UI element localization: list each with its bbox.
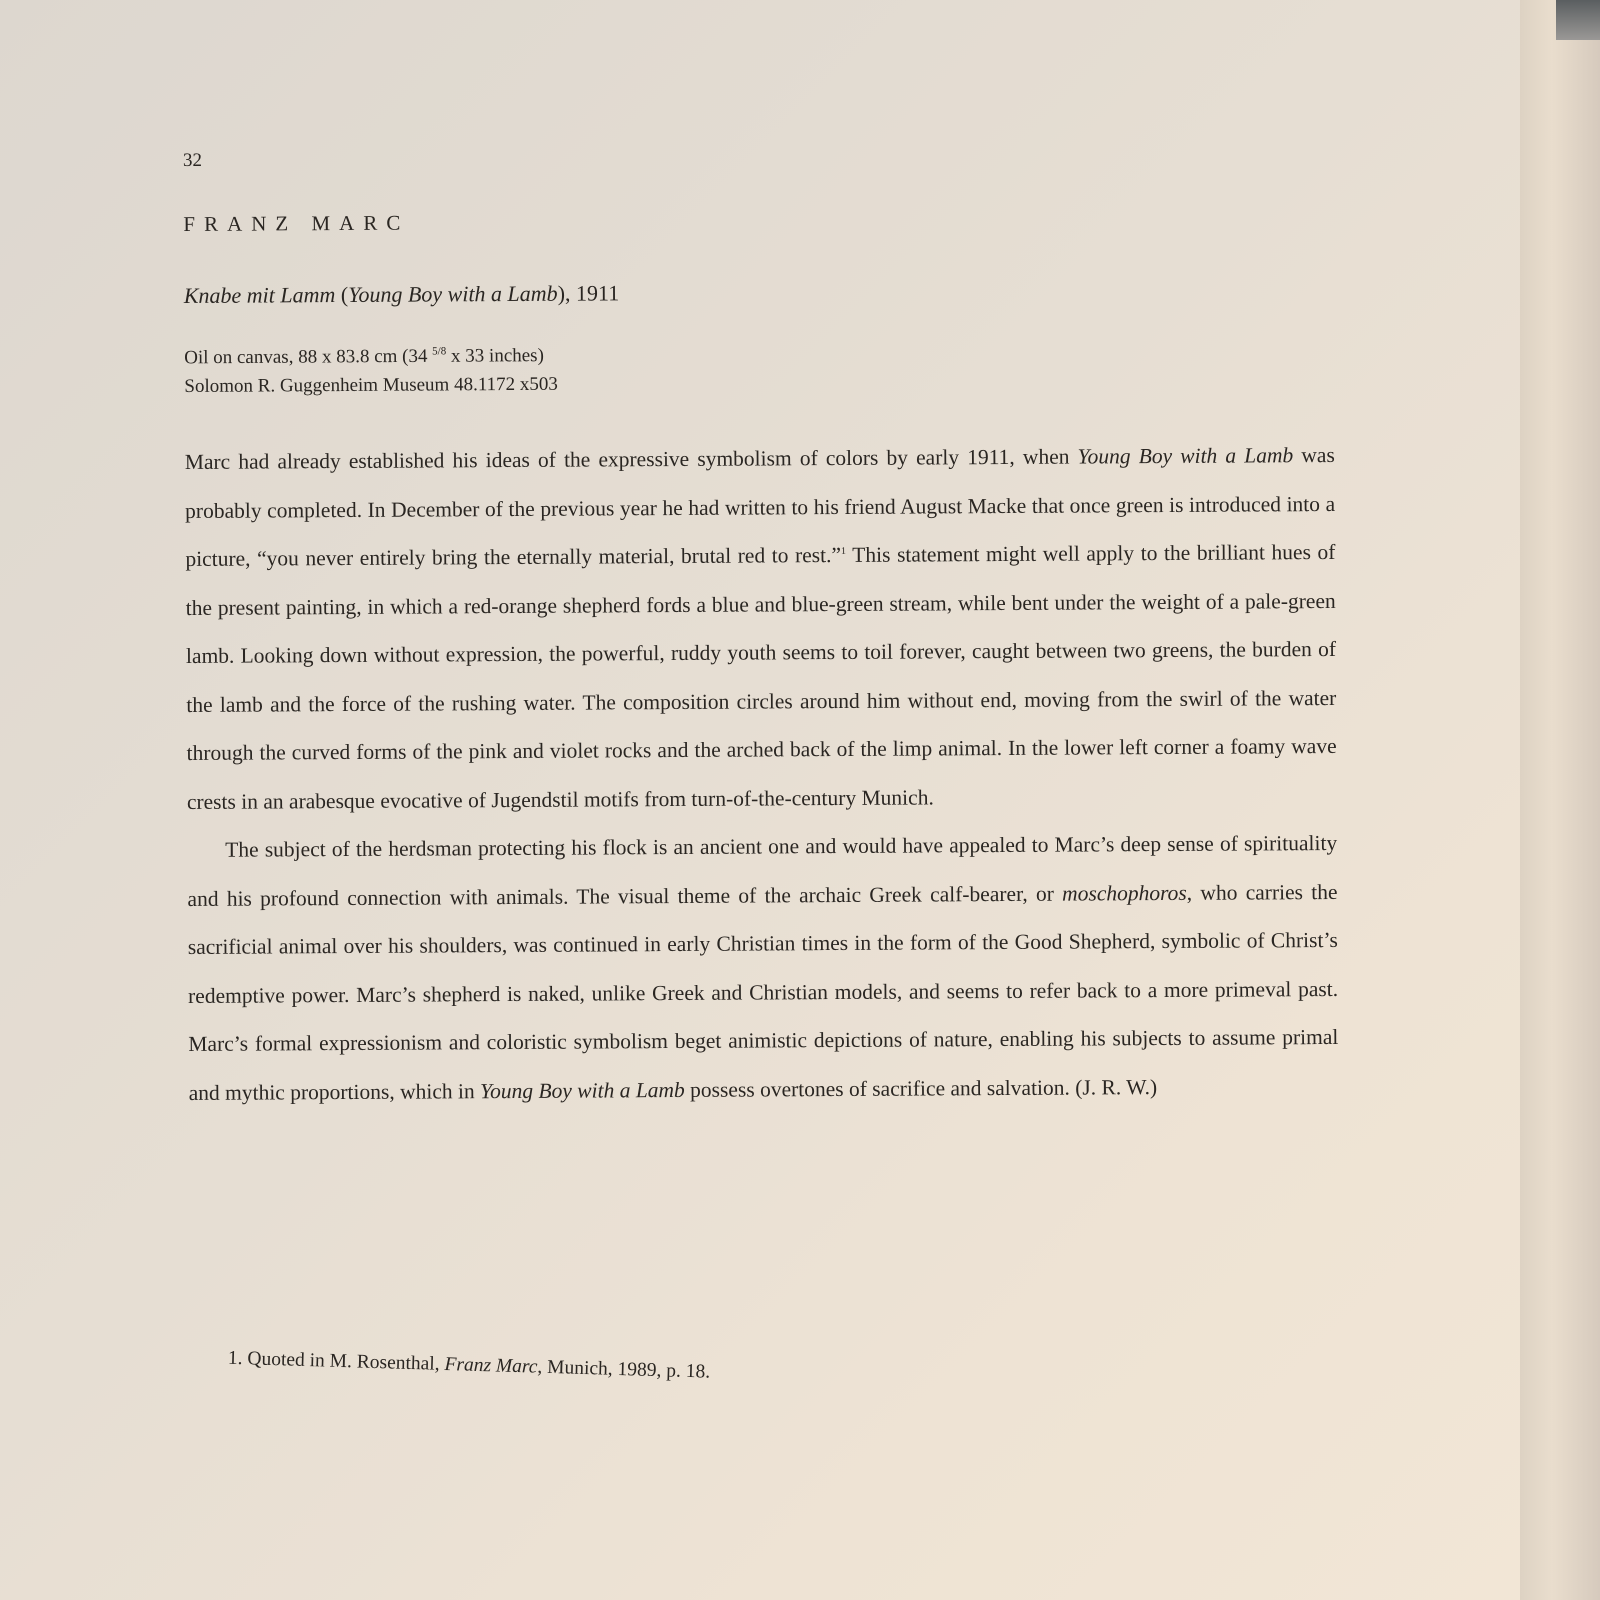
paragraph-1 [185,431,1337,826]
page-edge-shadow [1556,0,1600,40]
medium-start: Oil on canvas, 88 x 83.8 cm (34 [184,345,433,369]
medium-line [184,337,558,373]
medium-end: x 33 inches) [446,345,544,367]
artwork-details [184,337,558,402]
footnote-suffix: , Munich, 1989, p. 18. [537,1356,711,1383]
medium-fraction: 5/8 [432,345,447,358]
artwork-title-close: ), 1911 [557,280,620,306]
p2-term: moschophoros [1062,880,1187,906]
footnote-title: Franz Marc [444,1353,538,1378]
p1-title: Young Boy with a Lamb [1077,443,1294,469]
p1-text-a: Marc had already established his ideas of the expressive symbolism of colors by early 1911, when [184,444,1078,474]
p2-text-c: possess overtones of sacrifice and salvation. (J. R. W.) [684,1074,1158,1102]
collection-line: Solomon R. Guggenheim Museum 48.1172 x503 [184,374,558,398]
essay-text [185,431,1339,1117]
p2-title: Young Boy with a Lamb [480,1077,685,1103]
artwork-title-original: Knabe mit Lamm [183,282,336,308]
p2-text-a: The subject of the herdsman protecting his flock is an ancient one and would have appealed to Marc’s deep sense of spirituality and his profound connection with animals. The visual theme of the archaic Greek calf-bearer, or [187,830,1338,911]
p1-text-c: This statement might well apply to the brilliant hues of the present painting, in which a red-orange shepherd fords a blue and blue-green stream, while bent under the weight of a pale-green lamb. Looking down without expression, the powerful, ruddy youth seems to toil forever, caught between two greens, the burden of the lamb and the force of the rushing water. The composition circles around him without end, moving from the swirl of the water through the curved forms of the pink and violet rocks and the arched back of the limp animal. In the lower left corner a foamy wave crests in an arabesque evocative of Jugendstil motifs from turn-of-the-century Munich. [185,539,1337,814]
artwork-title-open: ( [335,281,349,308]
artist-name: FRANZ MARC [183,210,410,236]
artwork-title [184,280,620,309]
p2-text-b: , who carries the sacrificial animal over his shoulders, was continued in early Christian times in the form of the Good Shepherd, symbolic of Christ’s redemptive power. Marc’s shepherd is naked, unlike Greek and Christian models, and seems to refer back to a more primeval past. Marc’s formal expressionism and coloristic symbolism beget animistic depictions of nature, enabling his subjects to assume primal and mythic proportions, which in [187,879,1339,1105]
page-edge [1520,0,1600,1600]
artwork-title-english: Young Boy with a Lamb [348,280,558,307]
p1-text-b: was probably completed. In December of the previous year he had written to his friend August Macke that once green is introduced into a picture, “you never entirely bring the eternally material, brutal red to rest.” [185,442,1336,571]
footnote-prefix: 1. Quoted in M. Rosenthal, [227,1347,445,1375]
page-number: 32 [182,149,203,171]
footnote-ref: 1 [840,545,847,557]
paragraph-2 [187,819,1339,1117]
